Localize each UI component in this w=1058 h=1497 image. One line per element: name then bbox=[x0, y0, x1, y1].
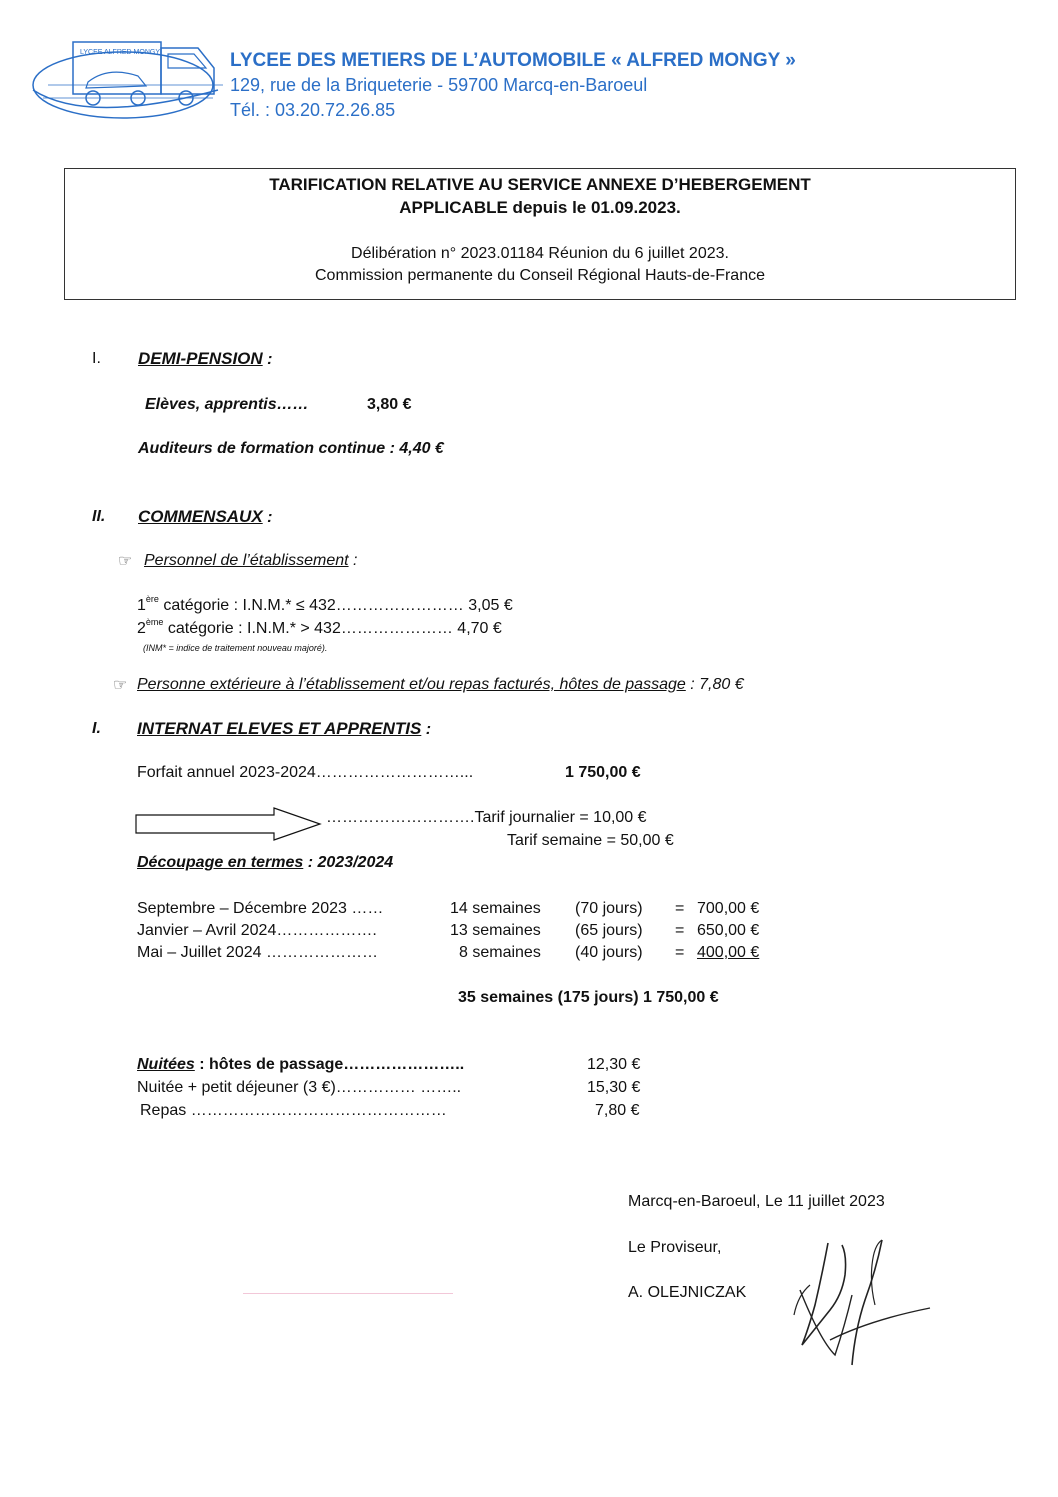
pointing-hand-icon: ☞ bbox=[113, 677, 128, 694]
section-2-number: II. bbox=[92, 508, 106, 525]
cat1-text: catégorie : I.N.M.* ≤ 432…………………… 3,05 € bbox=[158, 597, 513, 614]
section-2-heading bbox=[138, 507, 272, 527]
title-line-2: APPLICABLE depuis le 01.09.2023. bbox=[399, 198, 681, 217]
cat1-sup: ère bbox=[145, 594, 159, 604]
right-arrow-icon bbox=[134, 806, 324, 842]
section-3-suffix: : bbox=[421, 721, 432, 738]
personnel-label: Personnel de l’établissement bbox=[144, 552, 349, 569]
term-3-days: (40 jours) bbox=[575, 944, 643, 961]
category-2-line bbox=[137, 617, 502, 638]
signatory-name: A. OLEJNICZAK bbox=[628, 1284, 747, 1301]
nuitee-rest: : hôtes de passage………………….. bbox=[194, 1056, 465, 1073]
forfait-value: 1 750,00 € bbox=[565, 764, 641, 781]
section-1-heading bbox=[138, 349, 272, 369]
terms-total: 35 semaines (175 jours) 1 750,00 € bbox=[458, 989, 719, 1006]
external-line bbox=[137, 676, 744, 694]
decoupage-title: Découpage en termes bbox=[137, 854, 304, 871]
nuitee-price: 12,30 € bbox=[587, 1056, 641, 1073]
daily-rate: ……………………….Tarif journalier = 10,00 € bbox=[326, 809, 647, 826]
eleves-price: 3,80 € bbox=[367, 396, 412, 413]
deliberation-line: Délibération n° 2023.01184 Réunion du 6 juillet 2023. bbox=[351, 245, 729, 262]
term-2-weeks: 13 semaines bbox=[450, 922, 541, 939]
svg-text:LYCEE ALFRED MONGY: LYCEE ALFRED MONGY bbox=[80, 49, 161, 56]
term-1-days: (70 jours) bbox=[575, 900, 643, 917]
section-2-suffix: : bbox=[262, 509, 273, 526]
term-2-eq: = bbox=[675, 922, 685, 939]
external-label: Personne extérieure à l’établissement et/ou repas facturés, hôtes de passage bbox=[137, 676, 686, 693]
cat1-prefix: 1 bbox=[137, 597, 146, 614]
nuitee-breakfast-label: Nuitée + petit déjeuner (3 €)…………… …….. bbox=[137, 1079, 462, 1096]
auditeurs-line bbox=[138, 440, 444, 458]
weekly-rate: Tarif semaine = 50,00 € bbox=[507, 832, 674, 849]
personnel-heading bbox=[144, 552, 357, 570]
section-3-number: I. bbox=[92, 720, 101, 737]
repas-label: Repas ………………………………………… bbox=[140, 1102, 447, 1119]
term-3-weeks: 8 semaines bbox=[459, 944, 541, 961]
nuitee-breakfast-price: 15,30 € bbox=[587, 1079, 641, 1096]
school-phone: Tél. : 03.20.72.26.85 bbox=[230, 100, 396, 120]
term-2-amount: 650,00 € bbox=[697, 922, 760, 939]
section-3-title: INTERNAT ELEVES ET APPRENTIS bbox=[137, 719, 422, 738]
cat2-prefix: 2 bbox=[137, 620, 146, 637]
personnel-suffix: : bbox=[348, 552, 358, 569]
term-1-amount: 700,00 € bbox=[697, 900, 760, 917]
section-1-suffix: : bbox=[262, 351, 273, 368]
auditeurs-price: 4,40 € bbox=[399, 440, 444, 457]
cat2-text: catégorie : I.N.M.* > 432………………… 4,70 € bbox=[163, 620, 502, 637]
term-1-label: Septembre – Décembre 2023 …… bbox=[137, 900, 384, 917]
decoupage-suffix: : 2023/2024 bbox=[303, 854, 394, 871]
commission-line: Commission permanente du Conseil Régional Hauts-de-France bbox=[315, 267, 765, 284]
external-price: : 7,80 € bbox=[685, 676, 744, 693]
nuitee-title: Nuitées bbox=[137, 1056, 195, 1073]
cat2-sup: ème bbox=[145, 617, 164, 627]
term-2-days: (65 jours) bbox=[575, 922, 643, 939]
nuitee-line bbox=[137, 1056, 464, 1074]
decoupage-heading bbox=[137, 854, 393, 872]
section-1-title: DEMI-PENSION bbox=[138, 349, 263, 368]
title-box bbox=[64, 168, 1016, 300]
section-3-heading bbox=[137, 719, 431, 739]
term-3-eq: = bbox=[675, 944, 685, 961]
category-1-line bbox=[137, 594, 513, 615]
eleves-label: Elèves, apprentis…… bbox=[145, 396, 309, 413]
pointing-hand-icon: ☞ bbox=[118, 553, 133, 570]
forfait-label: Forfait annuel 2023-2024………………………... bbox=[137, 764, 474, 781]
handwritten-signature-icon bbox=[790, 1235, 940, 1370]
auditeurs-label: Auditeurs de formation continue : bbox=[138, 440, 400, 457]
section-1-number: I. bbox=[92, 350, 101, 367]
term-2-label: Janvier – Avril 2024………………. bbox=[137, 922, 377, 939]
school-address: 129, rue de la Briqueterie - 59700 Marcq-en-Baroeul bbox=[230, 75, 648, 95]
place-date: Marcq-en-Baroeul, Le 11 juillet 2023 bbox=[628, 1193, 885, 1210]
repas-price: 7,80 € bbox=[595, 1102, 640, 1119]
term-1-weeks: 14 semaines bbox=[450, 900, 541, 917]
term-3-label: Mai – Juillet 2024 ………………… bbox=[137, 944, 378, 961]
term-1-eq: = bbox=[675, 900, 685, 917]
inm-note: (INM* = indice de traitement nouveau majoré). bbox=[143, 643, 328, 653]
term-3-amount: 400,00 € bbox=[697, 944, 760, 961]
signatory-role: Le Proviseur, bbox=[628, 1239, 722, 1256]
school-name: LYCEE DES METIERS DE L’AUTOMOBILE « ALFRED MONGY » bbox=[230, 50, 796, 71]
school-logo-icon bbox=[28, 30, 228, 125]
title-line-1: TARIFICATION RELATIVE AU SERVICE ANNEXE D’HEBERGEMENT bbox=[269, 175, 811, 194]
section-2-title: COMMENSAUX bbox=[138, 507, 263, 526]
divider-line bbox=[243, 1293, 453, 1294]
